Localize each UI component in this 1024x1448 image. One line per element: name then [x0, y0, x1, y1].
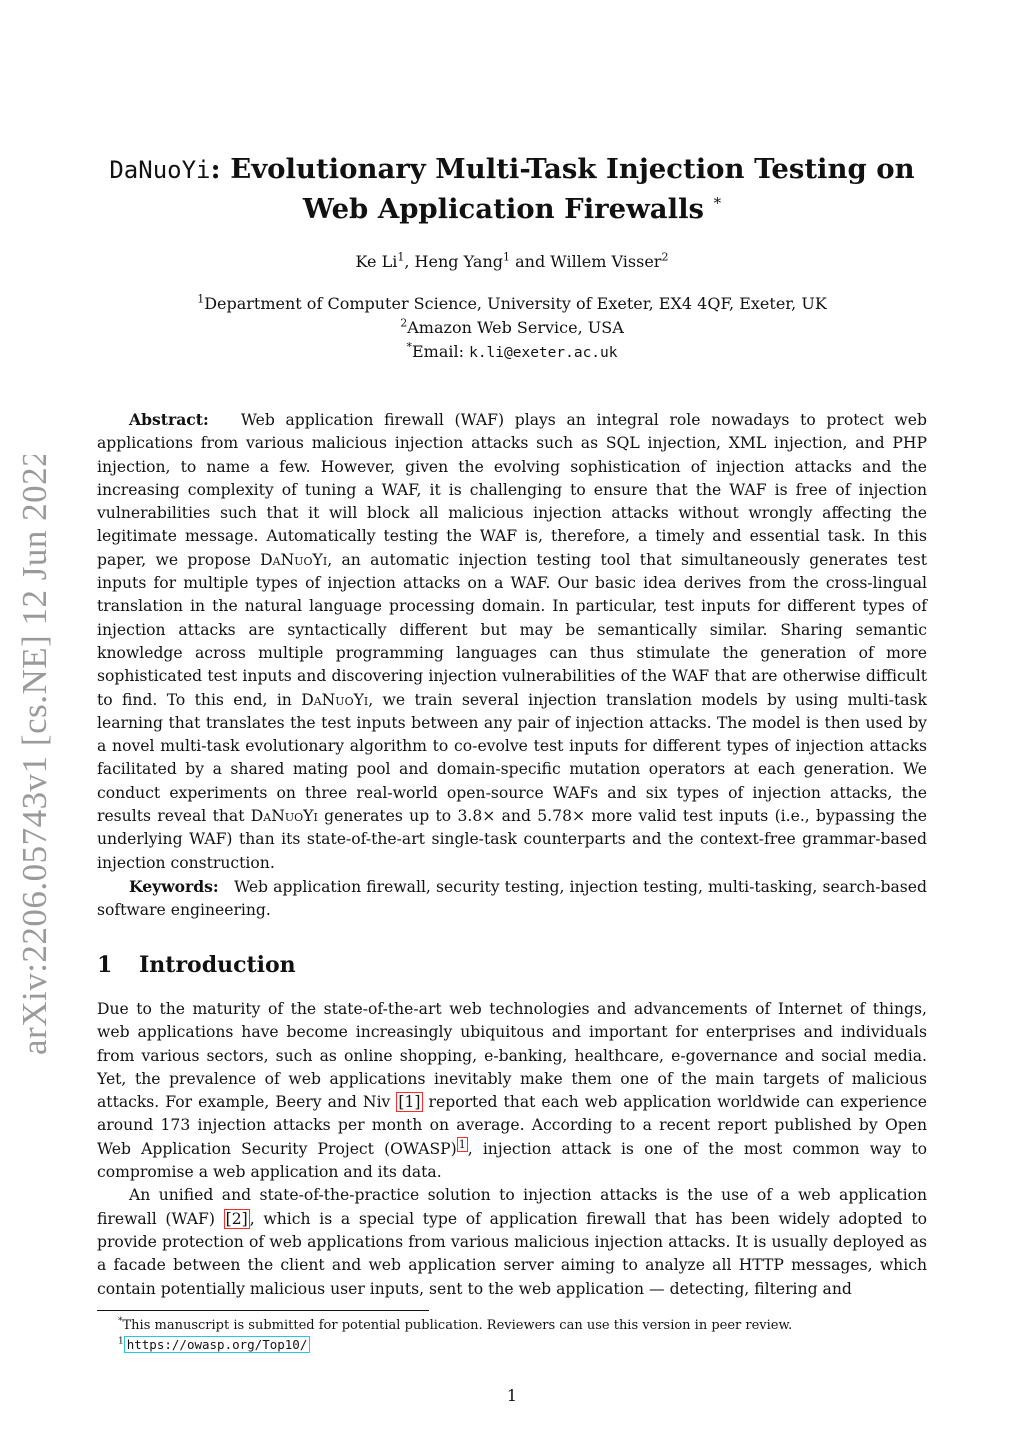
tool-name: DaNuoYi: [260, 550, 328, 569]
affiliation-1: $^1$Department of Computer Science, University of Exeter, EX4 4QF, Exeter, UK: [197, 292, 827, 313]
author-affil-sup: 1: [503, 250, 510, 264]
author-name: Heng Yang: [414, 252, 503, 271]
footnote-rule: [97, 1310, 429, 1311]
tool-name: DaNuoYi: [250, 807, 318, 826]
contact-email: *Email: k.li@exeter.ac.uk: [406, 340, 618, 361]
arxiv-stamp-text: arXiv:2206.05743v1 [cs.NE] 12 Jun 2022: [15, 455, 54, 1055]
arxiv-side-stamp: [14, 455, 54, 1055]
intro-paragraph-2: An unified and state-of-the-practice solution to injection attacks is the use of a web application firewall (WAF) [2] , which is a special type of application firewall that has been widely adopted to provide protection of web applications from various malicious injection attacks. It is usually deployed as a facade between the client and web application server aiming to analyze all HTTP messages, which contain potentially malicious user inputs, sent to the web application — detecting, filtering and: [97, 1186, 927, 1298]
footnote-1: $^1$ https://owasp.org/Top10/: [118, 1335, 938, 1355]
tool-name: DaNuoYi: [301, 690, 369, 709]
section-number: 1: [97, 952, 113, 978]
abstract-paragraph: Abstract: Web application firewall (WAF) plays an integral role nowadays to protect web applications from various malicious injection attacks such as SQL injection, XML injection, and PHP injection, to name a few. However, given the evolving sophistication of injection attacks and the increasing complexity of tuning a WAF, it is challenging to ensure that the WAF is free of injection vulnerabilities such that it will block all malicious injection attacks without wrongly affecting the legitimate message. Automatically testing the WAF is, therefore, a timely and essential task. In this paper, we propose DaNuoYi, an automatic injection testing tool that simultaneously generates test inputs for multiple types of injection attacks on a WAF. Our basic idea derives from the cross-lingual translation in the natural language processing domain. In particular, test inputs for different types of injection attacks are syntactically different but may be semantically similar. Sharing semantic knowledge across multiple programming languages can thus stimulate the generation of more sophisticated test inputs and discovering injection vulnerabilities of the WAF that are otherwise difficult to find. To this end, in DaNuoYi, we train several injection translation models by using multi-task learning that translates the test inputs between any pair of injection attacks. The model is then used by a novel multi-task evolutionary algorithm to co-evolve test inputs for different types of injection attacks facilitated by a shared mating pool and domain-specific mutation operators at each generation. We conduct experiments on three real-world open-source WAFs and six types of injection attacks, the results reveal that DaNuoYi generates up to 3.8× and 5.78× more valid test inputs (i.e., bypassing the underlying WAF) than its state-of-the-art single-task counterparts and the context-free grammar-based injection construction.: [97, 410, 928, 872]
title-line1-rest: : Evolutionary Multi-Task Injection Testing on: [210, 153, 915, 185]
author-affil-sup: 1: [397, 250, 405, 264]
title-footnote-marker: *: [713, 193, 722, 212]
keywords-label: Keywords:: [129, 876, 219, 896]
author-name: Willem Visser: [550, 252, 662, 271]
intro-paragraph-1: Due to the maturity of the state-of-the-art web technologies and advancements of Internet of things, web applications have become increasingly ubiquitous and important for enterprises and individuals from various sectors, such as online shopping, e-banking, healthcare, e-governance and social media. Yet, the prevalence of web applications inevitably make them one of the main targets of malicious attacks. For example, Beery and Niv [1] reported that each web application worldwide can experience around 173 injection attacks per month on average. According to a recent report published by Open Web Application Security Project (OWASP) $^1$ , injection attack is one of the most common way to compromise a web application and its data.: [97, 1000, 927, 1182]
section-heading-introduction: [97, 950, 296, 980]
email-address[interactable]: k.li@exeter.ac.uk: [469, 345, 618, 361]
section-title: Introduction: [139, 952, 296, 978]
abstract-label: Abstract:: [129, 410, 209, 429]
citation-link[interactable]: [2]: [225, 1209, 248, 1228]
keywords-paragraph: Keywords: Web application firewall, security testing, injection testing, multi-tasking, search-based software engineering.: [97, 876, 928, 920]
author-conjunction: and: [515, 252, 546, 271]
author-affil-sup: 2: [661, 250, 669, 264]
footnote-link[interactable]: 1: [458, 1137, 466, 1151]
introduction-body: [97, 998, 927, 1301]
page-number: 1: [506, 1386, 518, 1405]
author-name: Ke Li: [355, 252, 398, 271]
citation-link[interactable]: [1]: [398, 1093, 421, 1112]
paper-title: [60, 150, 964, 229]
footnote-url-link[interactable]: https://owasp.org/Top10/: [124, 1336, 311, 1353]
footnotes: [118, 1316, 938, 1355]
author-list: Ke Li$^1$, Heng Yang$^1$ and Willem Visser$^2$: [355, 250, 669, 271]
affiliation-2: $^2$Amazon Web Service, USA: [400, 316, 624, 337]
footnote-star: *This manuscript is submitted for potential publication. Reviewers can use this version in peer review.: [118, 1316, 793, 1333]
abstract-block: [97, 408, 927, 923]
title-tool-name: DaNuoYi: [109, 156, 211, 184]
affiliations: [60, 292, 964, 365]
title-line2: Web Application Firewalls: [302, 193, 704, 225]
